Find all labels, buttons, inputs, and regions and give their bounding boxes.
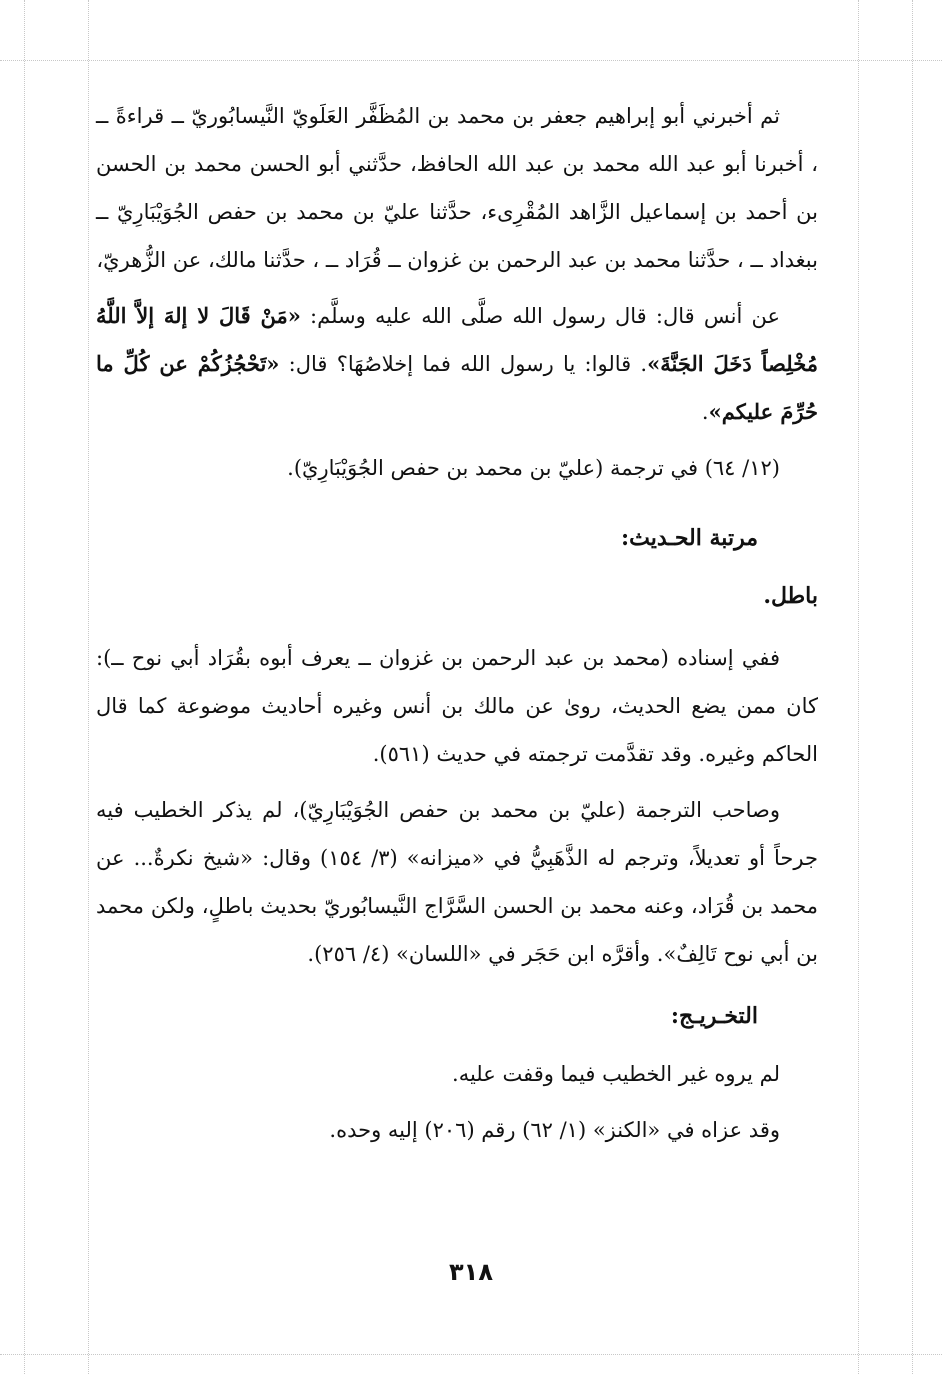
matn-paragraph [96, 292, 818, 436]
matn-intro: عن أنس قال: قال رسول الله صلَّى الله عليه وسلَّم: [300, 304, 780, 328]
volume-reference: (١٢/ ٦٤) في ترجمة (عليّ بن محمد بن حفص الجُوَيْبَارِيّ). [287, 456, 780, 480]
margin-guide [912, 0, 913, 1374]
margin-guide [88, 0, 89, 1374]
takhrij-line-1: لم يروه غير الخطيب فيما وقفت عليه. [452, 1062, 780, 1086]
margin-guide [0, 60, 942, 61]
page-number: ٣١٨ [449, 1258, 493, 1286]
margin-guide [24, 0, 25, 1374]
matn-quote-2: «تَحْجُزُكُمْ عن كُلِّ ما حُرِّمَ عليكم» [96, 351, 818, 424]
explanation-paragraph-1: ففي إسناده (محمد بن عبد الرحمن بن غزوان ــ يعرف أبوه بقُرَاد أبي نوح ــ): كان ممن يضع الحديث، روىٰ عن مالك بن أنس وغيره أحاديث موضوعة كما قال الحاكم وغيره. وقد تقدَّمت ترجمته في حديث (٥٦١). [96, 646, 818, 766]
isnad-paragraph: ثم أخبرني أبو إبراهيم جعفر بن محمد بن المُظَفَّر العَلَويّ النَّيسابُوريّ ــ قراءةً ــ ، أخبرنا أبو عبد الله محمد بن عبد الله الحافظ، حدَّثني أبو الحسن محمد بن الحسن بن أحمد بن إسماعيل الزَّاهد المُقْرِىء، حدَّثنا عليّ بن محمد بن حفص الجُوَيْبَارِيّ ــ ببغداد ــ ، حدَّثنا محمد بن عبد الرحمن بن غزوان ــ قُرَاد ــ ، حدَّثنا مالك، عن الزُّهريّ، [96, 104, 818, 272]
explanation-paragraph-2: وصاحب الترجمة (عليّ بن محمد بن حفص الجُوَيْبَارِيّ)، لم يذكر الخطيب فيه جرحاً أو تعديلاً، وترجم له الذَّهَبِيُّ في «ميزانه» (٣/ ١٥٤) وقال: «شيخ نكرةٌ... عن محمد بن قُرَاد، وعنه محمد بن الحسن السَّرَّاج النَّيسابُوريّ بحديث باطلٍ، ولكن محمد بن أبي نوح تَالِفٌ». وأقرَّه ابن حَجَر في «اللسان» (٤/ ٢٥٦). [96, 798, 818, 966]
margin-guide [858, 0, 859, 1374]
takhrij-line-2: وقد عزاه في «الكنز» (١/ ٦٢) رقم (٢٠٦) إليه وحده. [329, 1118, 780, 1142]
matn-end: . [701, 400, 709, 424]
margin-guide [0, 1354, 942, 1355]
matn-quote-1: «مَنْ قَالَ لا إلهَ إلاَّ اللَّهُ مُخْلِصاً دَخَلَ الجَنَّةَ» [96, 303, 819, 376]
takhrij-heading: التخـريـج: [670, 1003, 758, 1029]
matn-middle: . قالوا: يا رسول الله فما إخلاصُهَا؟ قال: [279, 352, 648, 376]
page-body [96, 92, 818, 1162]
hadith-status-verdict: باطل. [763, 583, 818, 609]
hadith-status-heading: مرتبة الحـديث: [621, 525, 758, 551]
